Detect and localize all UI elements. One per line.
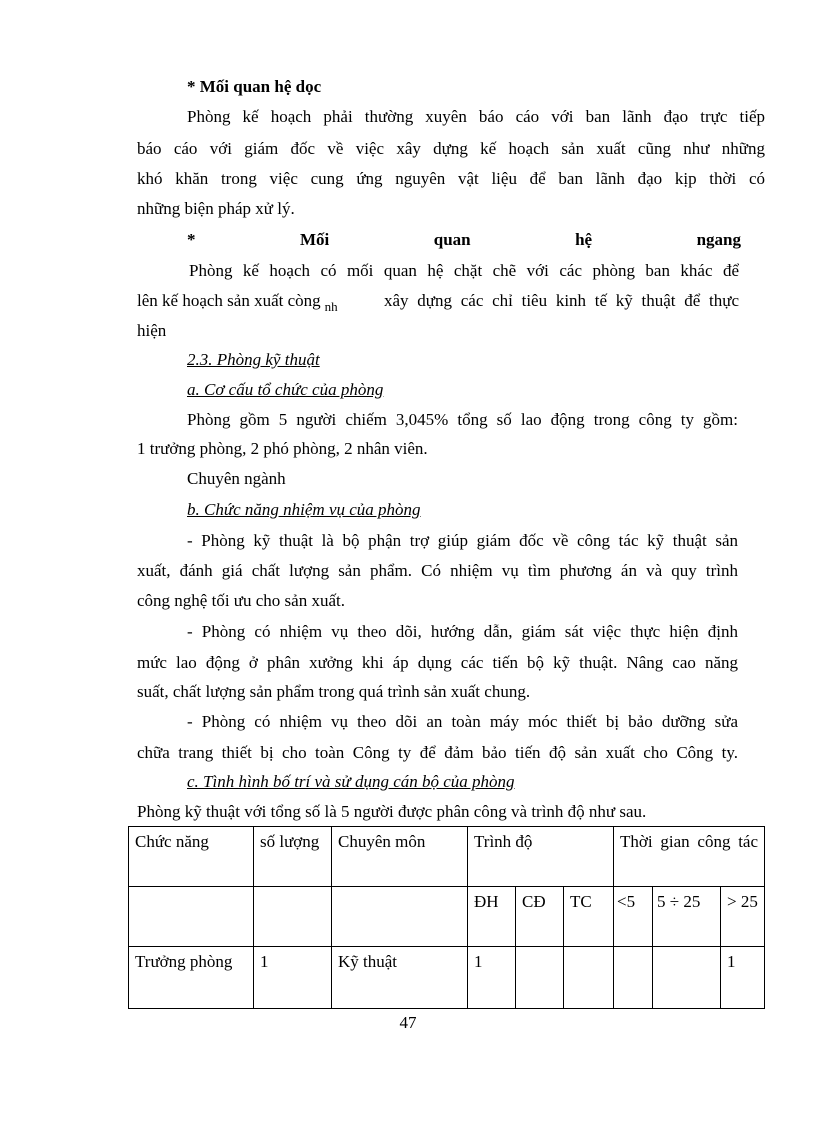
subheader-lt5: <5 — [614, 887, 653, 947]
cell-specialty: Kỹ thuật — [332, 947, 468, 1009]
paragraph-line: - Phòng có nhiệm vụ theo dõi, hướng dẫn, giám sát việc thực hiện định — [187, 622, 738, 641]
paragraph-line: xây dựng các chỉ tiêu kinh tế kỹ thuật để thực — [384, 291, 739, 310]
table-intro: Phòng kỹ thuật với tổng số là 5 người được phân công và trình độ như sau. — [137, 802, 647, 821]
table-row — [129, 947, 765, 1009]
cell-function: Trưởng phòng — [129, 947, 254, 1009]
paragraph-line: Phòng kế hoạch phải thường xuyên báo cáo với ban lãnh đạo trực tiếp — [187, 107, 765, 126]
page-number: 47 — [399, 1013, 417, 1032]
paragraph-line: xuất, đánh giá chất lượng sản phẩm. Có nhiệm vụ tìm phương án và quy trình — [137, 561, 738, 580]
paragraph-line: mức lao động ở phân xưởng khi áp dụng các tiến bộ kỹ thuật. Nâng cao năng — [137, 653, 738, 672]
paragraph-line: Phòng kế hoạch có mối quan hệ chặt chẽ với các phòng ban khác để — [189, 261, 739, 280]
header-level: Trình độ — [468, 827, 614, 887]
paragraph-fragment: lên kế hoạch sản xuất còng — [137, 291, 321, 310]
cell-dh: 1 — [468, 947, 516, 1009]
cell-cd — [516, 947, 564, 1009]
subheader-5-25: 5 ÷ 25 — [653, 887, 721, 947]
header-specialty: Chuyên môn — [332, 827, 468, 887]
staff-table — [128, 826, 765, 1009]
paragraph-line: chữa trang thiết bị cho toàn Công ty để đảm bảo tiến độ sản xuất cho Công ty. — [137, 743, 738, 762]
subheader-cd: CĐ — [516, 887, 564, 947]
paragraph-line: Phòng gồm 5 người chiếm 3,045% tổng số lao động trong công ty gồm: — [187, 410, 738, 429]
subheader-dh: ĐH — [468, 887, 516, 947]
header-function: Chức năng — [129, 827, 254, 887]
subscript-fragment: nh — [324, 299, 338, 314]
paragraph-line: báo cáo với giám đốc về việc xây dựng kế hoạch sản xuất cũng như những — [137, 139, 765, 158]
cell-gt25: 1 — [721, 947, 765, 1009]
paragraph-line: khó khăn trong việc cung ứng nguyên vật liệu để ban lãnh đạo kịp thời có — [137, 169, 765, 188]
subheader-empty — [332, 887, 468, 947]
section-title: 2.3. Phòng kỹ thuật — [187, 350, 320, 369]
subheader-gt25: > 25 — [721, 887, 765, 947]
subheader-tc: TC — [564, 887, 614, 947]
paragraph-line: suất, chất lượng sản phẩm trong quá trình sản xuất chung. — [137, 682, 531, 701]
subheader-empty — [254, 887, 332, 947]
header-work-time-text: Thời gian công tác — [620, 832, 759, 851]
header-quantity: số lượng — [254, 827, 332, 887]
paragraph-line: những biện pháp xử lý. — [137, 199, 295, 218]
subsection-title-a: a. Cơ cấu tổ chức của phòng — [187, 380, 384, 399]
subsection-title-c: c. Tình hình bố trí và sử dụng cán bộ của phòng — [187, 772, 515, 791]
cell-quantity: 1 — [254, 947, 332, 1009]
paragraph-line: 1 trưởng phòng, 2 phó phòng, 2 nhân viên. — [137, 439, 428, 458]
paragraph-line: - Phòng có nhiệm vụ theo dõi an toàn máy móc thiết bị bảo dưỡng sửa — [187, 712, 738, 731]
paragraph-line: Chuyên ngành — [187, 469, 286, 488]
heading-horizontal-relation: * Mối quan hệ ngang — [187, 230, 741, 249]
heading-vertical-relation: * Mối quan hệ dọc — [187, 77, 322, 96]
cell-lt5 — [614, 947, 653, 1009]
cell-tc — [564, 947, 614, 1009]
subsection-title-b: b. Chức năng nhiệm vụ của phòng — [187, 500, 421, 519]
paragraph-line: - Phòng kỹ thuật là bộ phận trợ giúp giám đốc về công tác kỹ thuật sản — [187, 531, 738, 550]
paragraph-line: hiện — [137, 321, 167, 340]
header-work-time — [614, 827, 765, 887]
paragraph-line — [137, 286, 338, 317]
paragraph-line: công nghệ tối ưu cho sản xuất. — [137, 591, 345, 610]
subheader-empty — [129, 887, 254, 947]
cell-5-25 — [653, 947, 721, 1009]
